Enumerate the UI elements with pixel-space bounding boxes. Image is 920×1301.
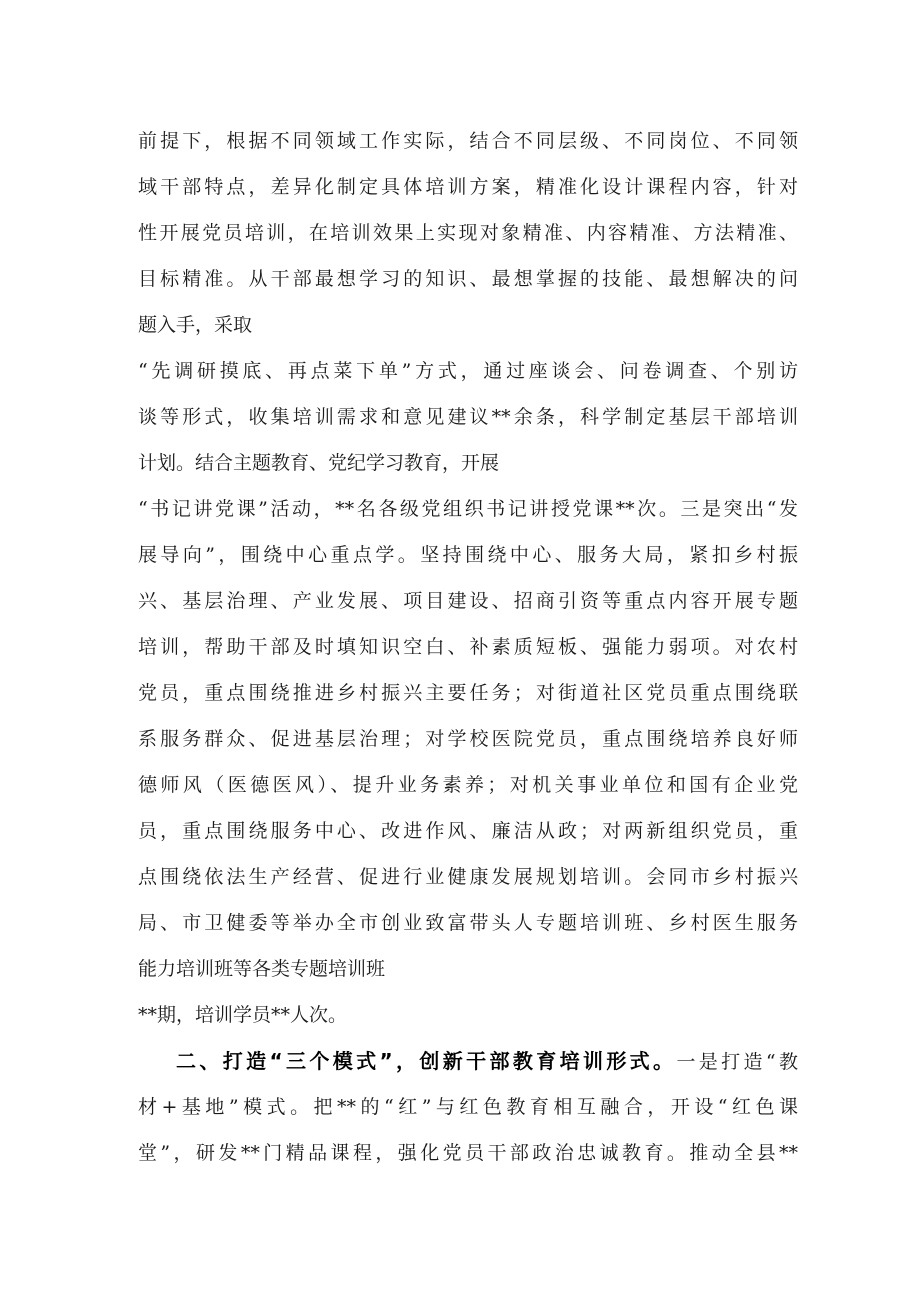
text-line: 兴、基层治理、产业发展、项目建设、招商引资等重点内容开展专题 — [138, 590, 798, 612]
text-line: 材+基地”模式。把**的“红”与红色教育相互融合，开设“红色课 — [138, 1096, 798, 1118]
text-line: **期，培训学员**人次。 — [138, 1004, 348, 1026]
text-line: 域干部特点，差异化制定具体培训方案，精准化设计课程内容，针对 — [138, 176, 798, 198]
text-line: “书记讲党课”活动，**名各级党组织书记讲授党课**次。三是突出“发 — [138, 498, 798, 520]
text-line: 谈等形式，收集培训需求和意见建议**余条，科学制定基层干部培训 — [138, 406, 798, 428]
text-line: 培训，帮助干部及时填知识空白、补素质短板、强能力弱项。对农村 — [138, 636, 798, 658]
text-line: 局、市卫健委等举办全市创业致富带头人专题培训班、乡村医生服务 — [138, 912, 798, 934]
text-line: “先调研摸底、再点菜下单”方式，通过座谈会、问卷调查、个别访 — [138, 360, 798, 382]
section-heading-line — [138, 1038, 798, 1084]
text-line: 系服务群众、促进基层治理；对学校医院党员，重点围绕培养良好师 — [138, 728, 798, 750]
text-line: 员，重点围绕服务中心、改进作风、廉洁从政；对两新组织党员，重 — [138, 820, 798, 842]
text-line: 目标精准。从干部最想学习的知识、最想掌握的技能、最想解决的问 — [138, 268, 798, 290]
text-line: 题入手，采取 — [138, 314, 253, 336]
text-line: 计划。结合主题教育、党纪学习教育，开展 — [138, 452, 500, 474]
section-heading: 二、打造“三个模式”，创新干部教育培训形式。 — [176, 1049, 677, 1073]
text-line: 能力培训班等各类专题培训班 — [138, 958, 386, 980]
text-line: 德师风（医德医风）、提升业务素养；对机关事业单位和国有企业党 — [138, 774, 798, 796]
text-line: 堂”，研发**门精品课程，强化党员干部政治忠诚教育。推动全县** — [138, 1142, 798, 1164]
text-line: 前提下，根据不同领域工作实际，结合不同层级、不同岗位、不同领 — [138, 130, 798, 152]
text-line: 党员，重点围绕推进乡村振兴主要任务；对街道社区党员重点围绕联 — [138, 682, 798, 704]
text-line: 展导向”，围绕中心重点学。坚持围绕中心、服务大局，紧扣乡村振 — [138, 544, 798, 566]
section-heading-continuation: 一是打造“教 — [676, 1051, 799, 1073]
text-line: 性开展党员培训，在培训效果上实现对象精准、内容精准、方法精准、 — [138, 222, 798, 244]
text-line: 点围绕依法生产经营、促进行业健康发展规划培训。会同市乡村振兴 — [138, 866, 798, 888]
body-text — [138, 118, 798, 1176]
